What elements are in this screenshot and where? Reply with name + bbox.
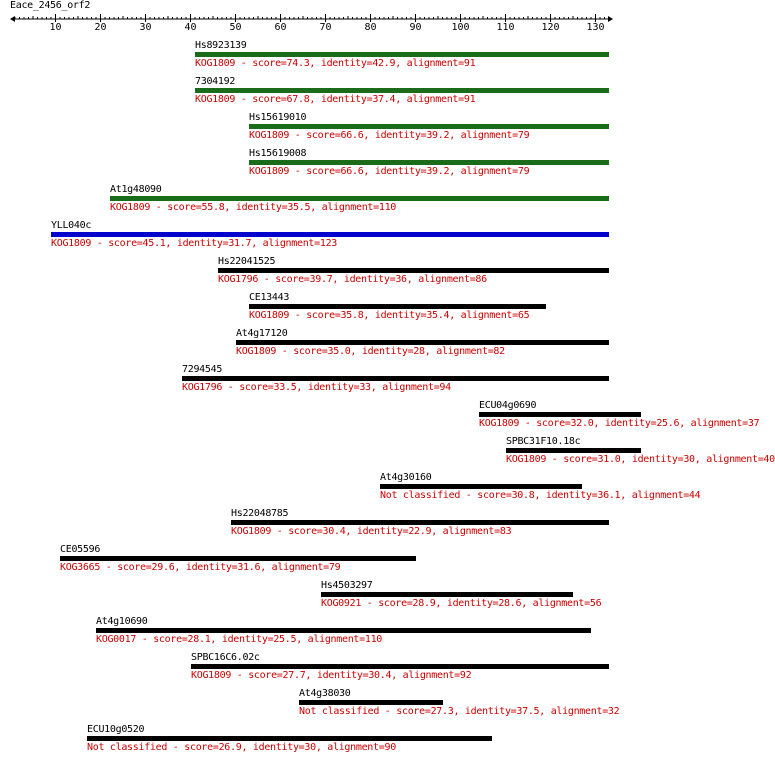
hit-description: KOG0017 - score=28.1, identity=25.5, alignment=110 — [96, 634, 383, 645]
hit-name[interactable]: SPBC31F10.18c — [506, 436, 581, 447]
hit-name[interactable]: Hs4503297 — [321, 580, 373, 591]
hit-description: KOG1796 - score=39.7, identity=36, alignment=86 — [218, 274, 487, 285]
hit-name[interactable]: At4g10690 — [96, 616, 148, 627]
hit-name[interactable]: Hs15619008 — [249, 148, 307, 159]
hit-name[interactable]: Hs22048785 — [231, 508, 289, 519]
hit-alignment-bar[interactable] — [195, 52, 609, 57]
hit-name[interactable]: At4g38030 — [299, 688, 351, 699]
hit-name[interactable]: 7304192 — [195, 76, 236, 87]
hit-alignment-bar[interactable] — [231, 520, 609, 525]
hit-alignment-bar[interactable] — [299, 700, 443, 705]
hit-name[interactable]: CE05596 — [60, 544, 101, 555]
hit-alignment-bar[interactable] — [218, 268, 609, 273]
axis-tick-label: 60 — [274, 22, 287, 33]
axis-tick-label: 20 — [94, 22, 107, 33]
hit-alignment-bar[interactable] — [96, 628, 591, 633]
hit-description: Not classified - score=27.3, identity=37.5, alignment=32 — [299, 706, 620, 717]
hit-name[interactable]: At1g48090 — [110, 184, 162, 195]
hit-description: KOG1809 - score=74.3, identity=42.9, alignment=91 — [195, 58, 476, 69]
hit-description: KOG1809 - score=30.4, identity=22.9, alignment=83 — [231, 526, 512, 537]
hit-name[interactable]: YLL040c — [51, 220, 92, 231]
hit-alignment-bar[interactable] — [321, 592, 573, 597]
axis-tick-label: 100 — [451, 22, 470, 33]
axis-tick-label: 130 — [586, 22, 605, 33]
hit-alignment-bar[interactable] — [249, 160, 609, 165]
hit-alignment-bar[interactable] — [191, 664, 609, 669]
hit-name[interactable]: Hs22041525 — [218, 256, 276, 267]
hit-description: KOG1809 - score=55.8, identity=35.5, alignment=110 — [110, 202, 397, 213]
hit-description: KOG1809 - score=31.0, identity=30, alignment=40 — [506, 454, 775, 465]
hit-description: KOG1809 - score=66.6, identity=39.2, alignment=79 — [249, 166, 530, 177]
axis-left-arrow-icon — [10, 16, 15, 22]
hit-description: Not classified - score=30.8, identity=36.1, alignment=44 — [380, 490, 701, 501]
axis-tick-label: 110 — [496, 22, 515, 33]
hit-description: KOG3665 - score=29.6, identity=31.6, alignment=79 — [60, 562, 341, 573]
hit-name[interactable]: CE13443 — [249, 292, 290, 303]
axis-tick-label: 40 — [184, 22, 197, 33]
hit-name[interactable]: SPBC16C6.02c — [191, 652, 260, 663]
hit-alignment-bar[interactable] — [506, 448, 641, 453]
hit-alignment-bar[interactable] — [249, 304, 546, 309]
hit-alignment-bar[interactable] — [60, 556, 416, 561]
hit-alignment-bar[interactable] — [195, 88, 609, 93]
axis-tick-label: 90 — [409, 22, 422, 33]
hit-name[interactable]: At4g30160 — [380, 472, 432, 483]
hit-alignment-bar[interactable] — [236, 340, 609, 345]
hit-description: KOG1809 - score=67.8, identity=37.4, alignment=91 — [195, 94, 476, 105]
hit-alignment-bar[interactable] — [249, 124, 609, 129]
hit-alignment-bar[interactable] — [110, 196, 609, 201]
hit-alignment-bar[interactable] — [51, 232, 609, 237]
axis-tick-label: 80 — [364, 22, 377, 33]
hit-description: KOG1809 - score=45.1, identity=31.7, alignment=123 — [51, 238, 338, 249]
hit-alignment-bar[interactable] — [182, 376, 609, 381]
hit-description: KOG1809 - score=27.7, identity=30.4, alignment=92 — [191, 670, 472, 681]
hit-name[interactable]: 7294545 — [182, 364, 223, 375]
hit-description: KOG0921 - score=28.9, identity=28.6, alignment=56 — [321, 598, 602, 609]
hit-name[interactable]: ECU04g0690 — [479, 400, 537, 411]
hit-name[interactable]: At4g17120 — [236, 328, 288, 339]
hit-description: Not classified - score=26.9, identity=30, alignment=90 — [87, 742, 396, 753]
axis-tick-label: 30 — [139, 22, 152, 33]
sequence-axis — [0, 0, 620, 33]
query-name: Eace_2456_orf2 — [10, 0, 91, 11]
hit-description: KOG1809 - score=32.0, identity=25.6, alignment=37 — [479, 418, 760, 429]
hit-name[interactable]: Hs8923139 — [195, 40, 247, 51]
hit-description: KOG1809 - score=35.8, identity=35.4, alignment=65 — [249, 310, 530, 321]
axis-tick-label: 50 — [229, 22, 242, 33]
hit-description: KOG1809 - score=66.6, identity=39.2, alignment=79 — [249, 130, 530, 141]
axis-tick-label: 70 — [319, 22, 332, 33]
hit-description: KOG1809 - score=35.0, identity=28, alignment=82 — [236, 346, 505, 357]
hit-alignment-bar[interactable] — [479, 412, 641, 417]
hit-name[interactable]: ECU10g0520 — [87, 724, 145, 735]
hit-description: KOG1796 - score=33.5, identity=33, alignment=94 — [182, 382, 451, 393]
hit-alignment-bar[interactable] — [87, 736, 492, 741]
axis-tick-label: 120 — [541, 22, 560, 33]
hit-alignment-bar[interactable] — [380, 484, 582, 489]
axis-tick-label: 10 — [49, 22, 62, 33]
hit-name[interactable]: Hs15619010 — [249, 112, 307, 123]
